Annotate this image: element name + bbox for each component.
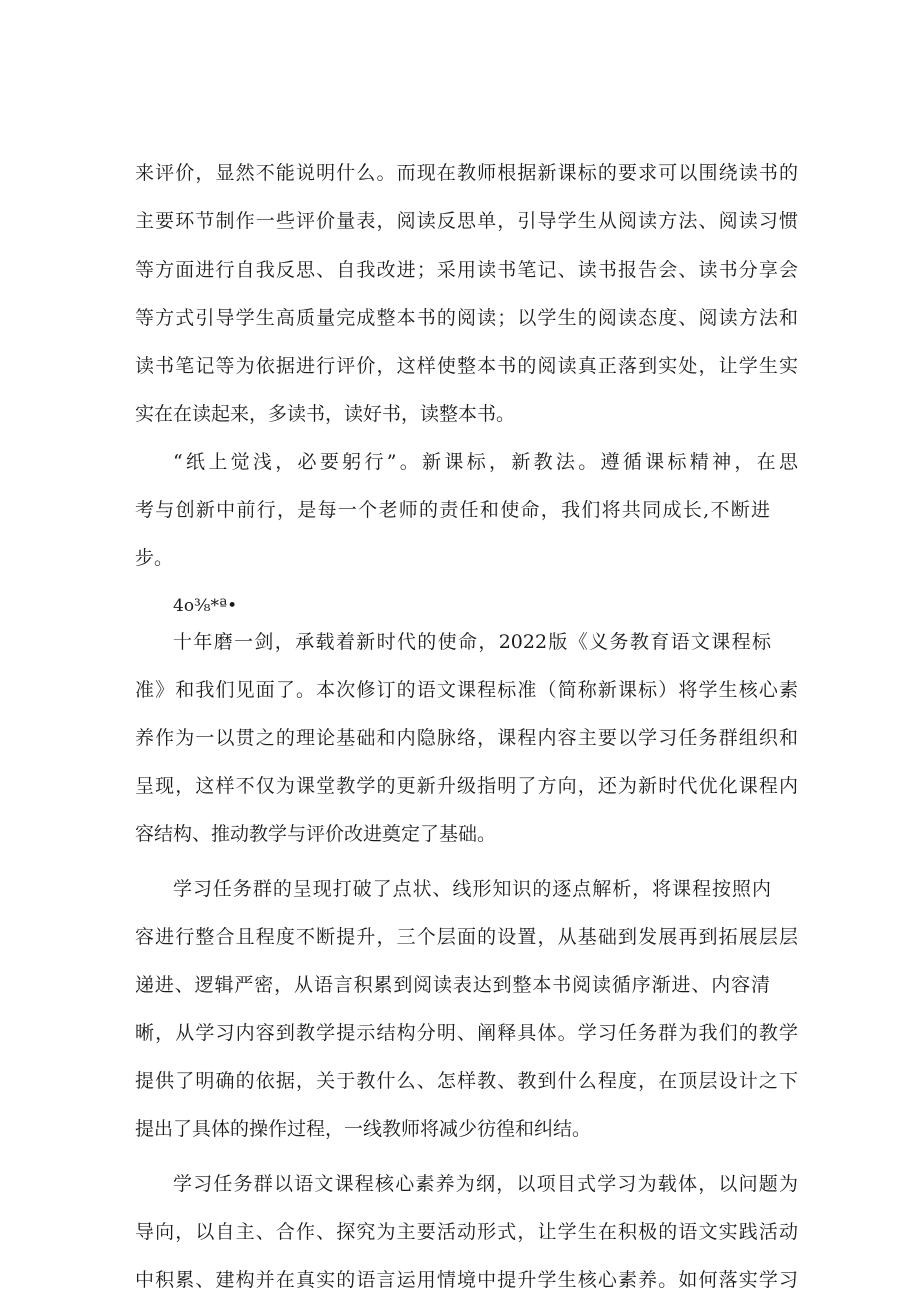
paragraph-4-line-1: 学习任务群的呈现打破了点状、线形知识的逐点解析，将课程按照内 (173, 878, 771, 900)
paragraph-3-line-3: 养作为一以贯之的理论基础和内隐脉络，课程内容主要以学习任务群组织和 (135, 727, 798, 749)
paragraph-2-line-2: 考与创新中前行，是每一个老师的责任和使命，我们将共同成长,不断进 (135, 499, 770, 521)
paragraph-3-line-2: 准》和我们见面了。本次修订的语文课程标准（简称新课标）将学生核心素 (135, 679, 798, 701)
paragraph-5-line-3: 中积累、建构并在真实的语言运用情境中提升学生核心素养。如何落实学习 (135, 1269, 798, 1291)
paragraph-5-line-1: 学习任务群以语文课程核心素养为纲，以项目式学习为载体，以问题为 (173, 1173, 798, 1195)
paragraph-1-line-4: 等方式引导学生高质量完成整本书的阅读；以学生的阅读态度、阅读方法和 (135, 307, 798, 329)
paragraph-5-line-2: 导向，以自主、合作、探究为主要活动形式，让学生在积极的语文实践活动 (135, 1221, 798, 1243)
paragraph-4-line-2: 容进行整合且程度不断提升，三个层面的设置，从基础到发展再到拓展层层 (135, 926, 798, 948)
paragraph-3-line-1: 十年磨一剑，承载着新时代的使命，2022版《义务教育语文课程标 (173, 631, 771, 653)
paragraph-1-line-2: 主要环节制作一些评价量表，阅读反思单，引导学生从阅读方法、阅读习惯 (135, 210, 798, 232)
paragraph-2-line-1: “纸上觉浅，必要躬行”。新课标，新教法。遵循课标精神，在思 (173, 451, 798, 473)
paragraph-4-line-5: 提供了明确的依据，关于教什么、怎样教、教到什么程度，在顶层设计之下 (135, 1070, 798, 1092)
paragraph-2-line-3: 步。 (135, 547, 174, 569)
garbled-heading: 4o⅜*ª• (173, 596, 238, 616)
paragraph-1-line-3: 等方面进行自我反思、自我改进；采用读书笔记、读书报告会、读书分享会 (135, 259, 798, 281)
paragraph-1-line-5: 读书笔记等为依据进行评价，这样使整本书的阅读真正落到实处，让学生实 (135, 355, 798, 377)
paragraph-4-line-3: 递进、逻辑严密，从语言积累到阅读表达到整本书阅读循序渐进、内容清 (135, 974, 770, 996)
paragraph-4-line-6: 提出了具体的操作过程，一线教师将减少彷徨和纠结。 (135, 1118, 592, 1140)
paragraph-4-line-4: 晰，从学习内容到教学提示结构分明、阐释具体。学习任务群为我们的教学 (135, 1022, 798, 1044)
paragraph-1-line-1: 来评价，显然不能说明什么。而现在教师根据新课标的要求可以围绕读书的 (135, 162, 798, 184)
paragraph-1-line-6: 实在在读起来，多读书，读好书，读整本书。 (135, 403, 516, 425)
paragraph-3-line-4: 呈现，这样不仅为课堂教学的更新升级指明了方向，还为新时代优化课程内 (135, 775, 798, 797)
paragraph-3-line-5: 容结构、推动教学与评价改进奠定了基础。 (135, 823, 497, 845)
